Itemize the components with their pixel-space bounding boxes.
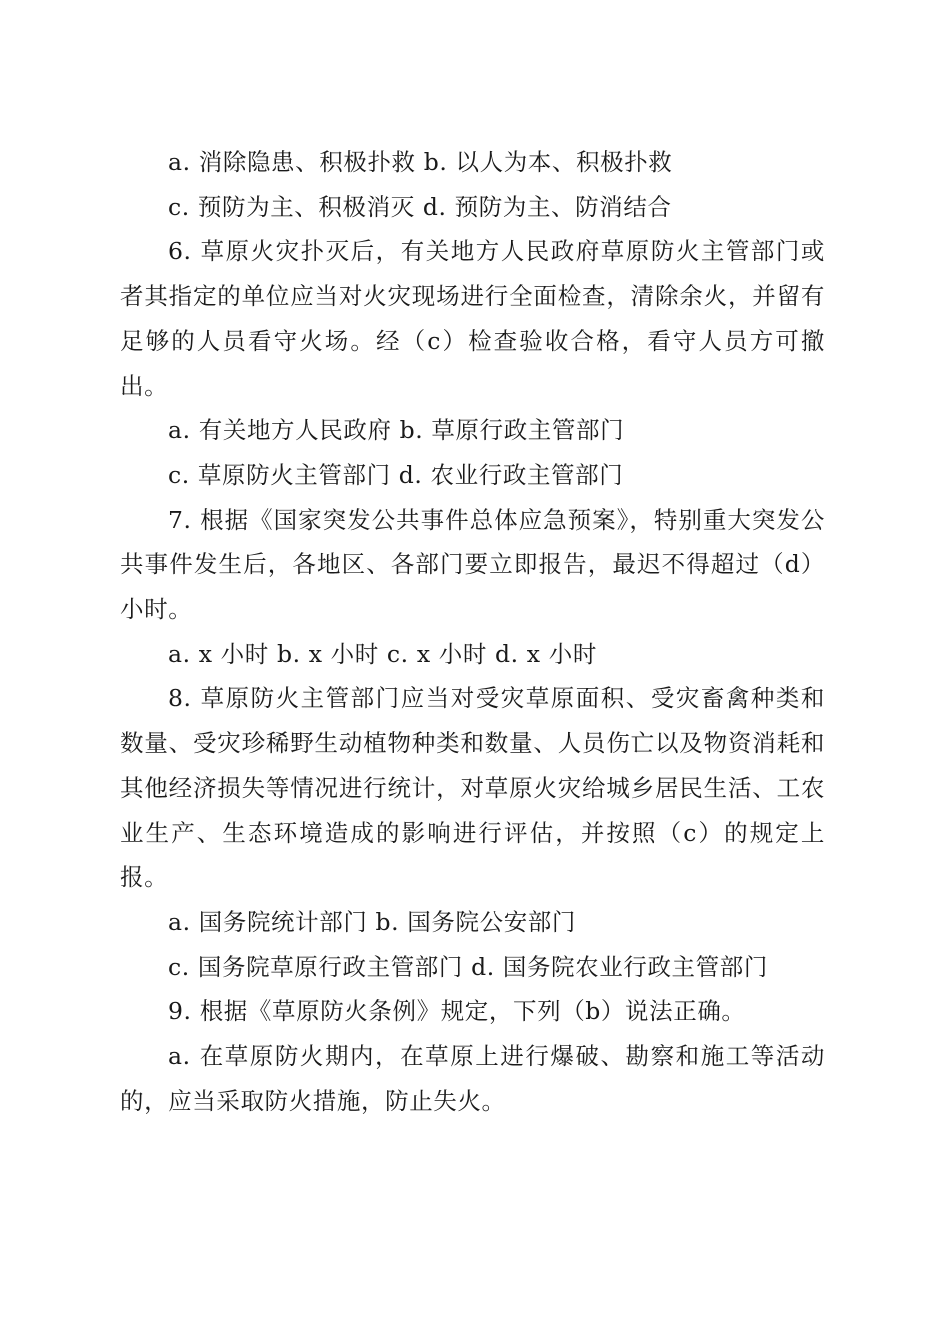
question-9: 9. 根据《草原防火条例》规定，下列（b）说法正确。 (168, 997, 746, 1026)
q8-options-ab: a. 国务院统计部门 b. 国务院公安部门 (168, 907, 577, 936)
q5-options-cd: c. 预防为主、积极消灭 d. 预防为主、防消结合 (168, 192, 672, 221)
question-7: 7. 根据《国家突发公共事件总体应急预案》，特别重大突发公共事件发生后，各地区、各部门要立即报告，最迟不得超过（d）小时。 (120, 505, 825, 624)
q9-option-a: a. 在草原防火期内，在草原上进行爆破、勘察和施工等活动的，应当采取防火措施，防止失火。 (120, 1042, 825, 1115)
q8-options-cd: c. 国务院草原行政主管部门 d. 国务院农业行政主管部门 (168, 952, 768, 981)
q7-options: a. x 小时 b. x 小时 c. x 小时 d. x 小时 (168, 639, 597, 668)
q6-options-ab: a. 有关地方人民政府 b. 草原行政主管部门 (168, 416, 625, 445)
question-8: 8. 草原防火主管部门应当对受灾草原面积、受灾畜禽种类和数量、受灾珍稀野生动植物种类和数量、人员伤亡以及物资消耗和其他经济损失等情况进行统计，对草原火灾给城乡居民生活、工农业生产、生态环境造成的影响进行评估，并按照（c）的规定上报。 (120, 684, 825, 892)
document-body (120, 140, 825, 1123)
q5-options-ab: a. 消除隐患、积极扑救 b. 以人为本、积极扑救 (168, 148, 673, 176)
question-6: 6. 草原火灾扑灭后，有关地方人民政府草原防火主管部门或者其指定的单位应当对火灾现场进行全面检查，清除余火，并留有足够的人员看守火场。经（c）检查验收合格，看守人员方可撤出。 (120, 237, 825, 400)
q6-options-cd: c. 草原防火主管部门 d. 农业行政主管部门 (168, 460, 624, 489)
